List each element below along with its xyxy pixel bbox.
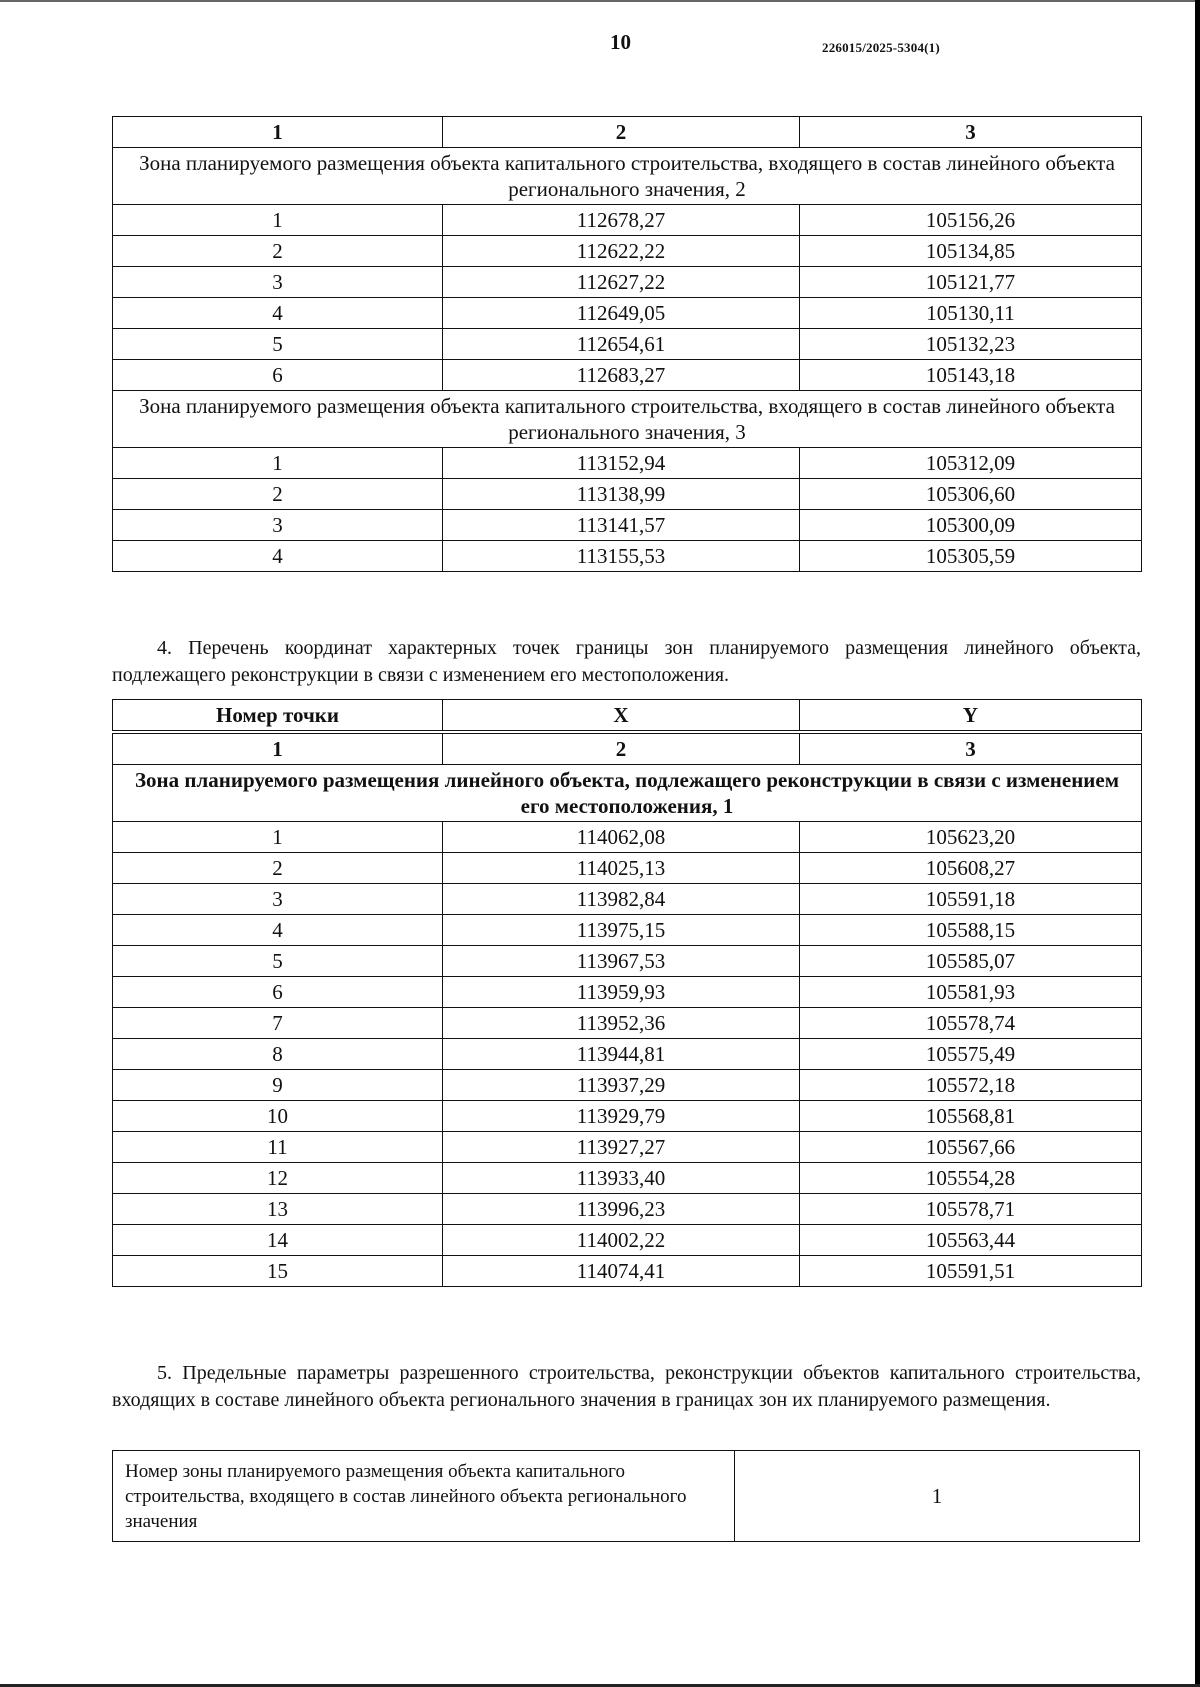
y-coordinate: 105305,59 <box>800 541 1142 572</box>
table-row <box>113 853 1142 884</box>
header-y: Y <box>800 700 1142 733</box>
y-coordinate: 105608,27 <box>800 853 1142 884</box>
point-number: 3 <box>113 510 443 541</box>
point-number: 2 <box>113 853 443 884</box>
reconstruction-coordinates-table <box>112 699 1142 1287</box>
zone-parameters-table <box>112 1450 1140 1542</box>
y-coordinate: 105143,18 <box>800 360 1142 391</box>
x-coordinate: 113937,29 <box>443 1070 800 1101</box>
point-number: 4 <box>113 915 443 946</box>
x-coordinate: 112654,61 <box>443 329 800 360</box>
column-number: 3 <box>800 732 1142 765</box>
x-coordinate: 113138,99 <box>443 479 800 510</box>
y-coordinate: 105588,15 <box>800 915 1142 946</box>
x-coordinate: 113929,79 <box>443 1101 800 1132</box>
zone-title-row <box>113 148 1142 205</box>
document-id: 226015/2025-5304(1) <box>822 40 940 55</box>
point-number: 10 <box>113 1101 443 1132</box>
y-coordinate: 105568,81 <box>800 1101 1142 1132</box>
y-coordinate: 105300,09 <box>800 510 1142 541</box>
table-row <box>113 448 1142 479</box>
y-coordinate: 105130,11 <box>800 298 1142 329</box>
x-coordinate: 113152,94 <box>443 448 800 479</box>
header-row <box>113 700 1142 733</box>
point-number: 2 <box>113 236 443 267</box>
table-row <box>113 236 1142 267</box>
x-coordinate: 114002,22 <box>443 1225 800 1256</box>
page-number: 10 <box>610 30 631 54</box>
y-coordinate: 105585,07 <box>800 946 1142 977</box>
point-number: 4 <box>113 541 443 572</box>
table-row <box>113 205 1142 236</box>
table-row <box>113 510 1142 541</box>
x-coordinate: 113927,27 <box>443 1132 800 1163</box>
y-coordinate: 105591,18 <box>800 884 1142 915</box>
coordinates-table-continued <box>112 116 1142 572</box>
point-number: 4 <box>113 298 443 329</box>
x-coordinate: 113975,15 <box>443 915 800 946</box>
y-coordinate: 105572,18 <box>800 1070 1142 1101</box>
x-coordinate: 113967,53 <box>443 946 800 977</box>
page-border-top <box>0 0 1196 2</box>
table-row <box>113 1256 1142 1287</box>
point-number: 1 <box>113 822 443 853</box>
y-coordinate: 105578,71 <box>800 1194 1142 1225</box>
zone-title: Зона планируемого размещения линейного объекта, подлежащего реконструкции в связи с изменением его местоположения, 1 <box>113 765 1142 822</box>
x-coordinate: 113959,93 <box>443 977 800 1008</box>
table-row <box>113 1194 1142 1225</box>
column-number-row <box>113 117 1142 148</box>
table-row <box>113 1451 1140 1542</box>
zone-number-value: 1 <box>735 1451 1140 1542</box>
y-coordinate: 105578,74 <box>800 1008 1142 1039</box>
y-coordinate: 105575,49 <box>800 1039 1142 1070</box>
section-4-paragraph: 4. Перечень координат характерных точек границы зон планируемого размещения линейного объекта, подлежащего реконструкции в связи с изменением его местоположения. <box>112 637 1141 686</box>
point-number: 2 <box>113 479 443 510</box>
table-row <box>113 1225 1142 1256</box>
table-row <box>113 1039 1142 1070</box>
x-coordinate: 113933,40 <box>443 1163 800 1194</box>
table-row <box>113 479 1142 510</box>
point-number: 13 <box>113 1194 443 1225</box>
y-coordinate: 105591,51 <box>800 1256 1142 1287</box>
x-coordinate: 114025,13 <box>443 853 800 884</box>
section-5-paragraph: 5. Предельные параметры разрешенного строительства, реконструкции объектов капитального строительства, входящих в составе линейного объекта регионального значения в границах зон их планируемого размещения. <box>112 1362 1141 1411</box>
x-coordinate: 114062,08 <box>443 822 800 853</box>
point-number: 7 <box>113 1008 443 1039</box>
table-row <box>113 977 1142 1008</box>
table-row <box>113 884 1142 915</box>
table-row <box>113 946 1142 977</box>
column-number: 1 <box>113 117 443 148</box>
table-row <box>113 541 1142 572</box>
y-coordinate: 105623,20 <box>800 822 1142 853</box>
y-coordinate: 105132,23 <box>800 329 1142 360</box>
point-number: 3 <box>113 884 443 915</box>
x-coordinate: 113952,36 <box>443 1008 800 1039</box>
y-coordinate: 105567,66 <box>800 1132 1142 1163</box>
point-number: 5 <box>113 946 443 977</box>
column-number: 2 <box>443 117 800 148</box>
table-row <box>113 1101 1142 1132</box>
x-coordinate: 112649,05 <box>443 298 800 329</box>
x-coordinate: 113141,57 <box>443 510 800 541</box>
table-row <box>113 298 1142 329</box>
table-row <box>113 329 1142 360</box>
zone-title-row <box>113 391 1142 448</box>
table-row <box>113 1070 1142 1101</box>
column-number: 3 <box>800 117 1142 148</box>
x-coordinate: 113982,84 <box>443 884 800 915</box>
zone-title: Зона планируемого размещения объекта капитального строительства, входящего в состав линейного объекта регионального значения, 2 <box>113 148 1142 205</box>
x-coordinate: 112683,27 <box>443 360 800 391</box>
point-number: 5 <box>113 329 443 360</box>
y-coordinate: 105134,85 <box>800 236 1142 267</box>
column-number-row <box>113 732 1142 765</box>
table-row <box>113 915 1142 946</box>
point-number: 8 <box>113 1039 443 1070</box>
x-coordinate: 112622,22 <box>443 236 800 267</box>
y-coordinate: 105121,77 <box>800 267 1142 298</box>
point-number: 14 <box>113 1225 443 1256</box>
y-coordinate: 105581,93 <box>800 977 1142 1008</box>
header-x: X <box>443 700 800 733</box>
point-number: 12 <box>113 1163 443 1194</box>
x-coordinate: 112627,22 <box>443 267 800 298</box>
column-number: 1 <box>113 732 443 765</box>
y-coordinate: 105563,44 <box>800 1225 1142 1256</box>
y-coordinate: 105156,26 <box>800 205 1142 236</box>
point-number: 3 <box>113 267 443 298</box>
table-row <box>113 1008 1142 1039</box>
table-row <box>113 822 1142 853</box>
point-number: 11 <box>113 1132 443 1163</box>
header-point-number: Номер точки <box>113 700 443 733</box>
page-border-right <box>1195 0 1200 1687</box>
point-number: 15 <box>113 1256 443 1287</box>
table-row <box>113 360 1142 391</box>
x-coordinate: 114074,41 <box>443 1256 800 1287</box>
y-coordinate: 105312,09 <box>800 448 1142 479</box>
x-coordinate: 113944,81 <box>443 1039 800 1070</box>
column-number: 2 <box>443 732 800 765</box>
x-coordinate: 113996,23 <box>443 1194 800 1225</box>
table-row <box>113 1163 1142 1194</box>
zone-title-row <box>113 765 1142 822</box>
point-number: 1 <box>113 448 443 479</box>
x-coordinate: 112678,27 <box>443 205 800 236</box>
point-number: 6 <box>113 977 443 1008</box>
point-number: 1 <box>113 205 443 236</box>
zone-title: Зона планируемого размещения объекта капитального строительства, входящего в состав линейного объекта регионального значения, 3 <box>113 391 1142 448</box>
y-coordinate: 105554,28 <box>800 1163 1142 1194</box>
y-coordinate: 105306,60 <box>800 479 1142 510</box>
table-row <box>113 267 1142 298</box>
point-number: 6 <box>113 360 443 391</box>
x-coordinate: 113155,53 <box>443 541 800 572</box>
table-row <box>113 1132 1142 1163</box>
zone-number-label: Номер зоны планируемого размещения объекта капитального строительства, входящего в состав линейного объекта регионального значения <box>113 1451 735 1542</box>
point-number: 9 <box>113 1070 443 1101</box>
